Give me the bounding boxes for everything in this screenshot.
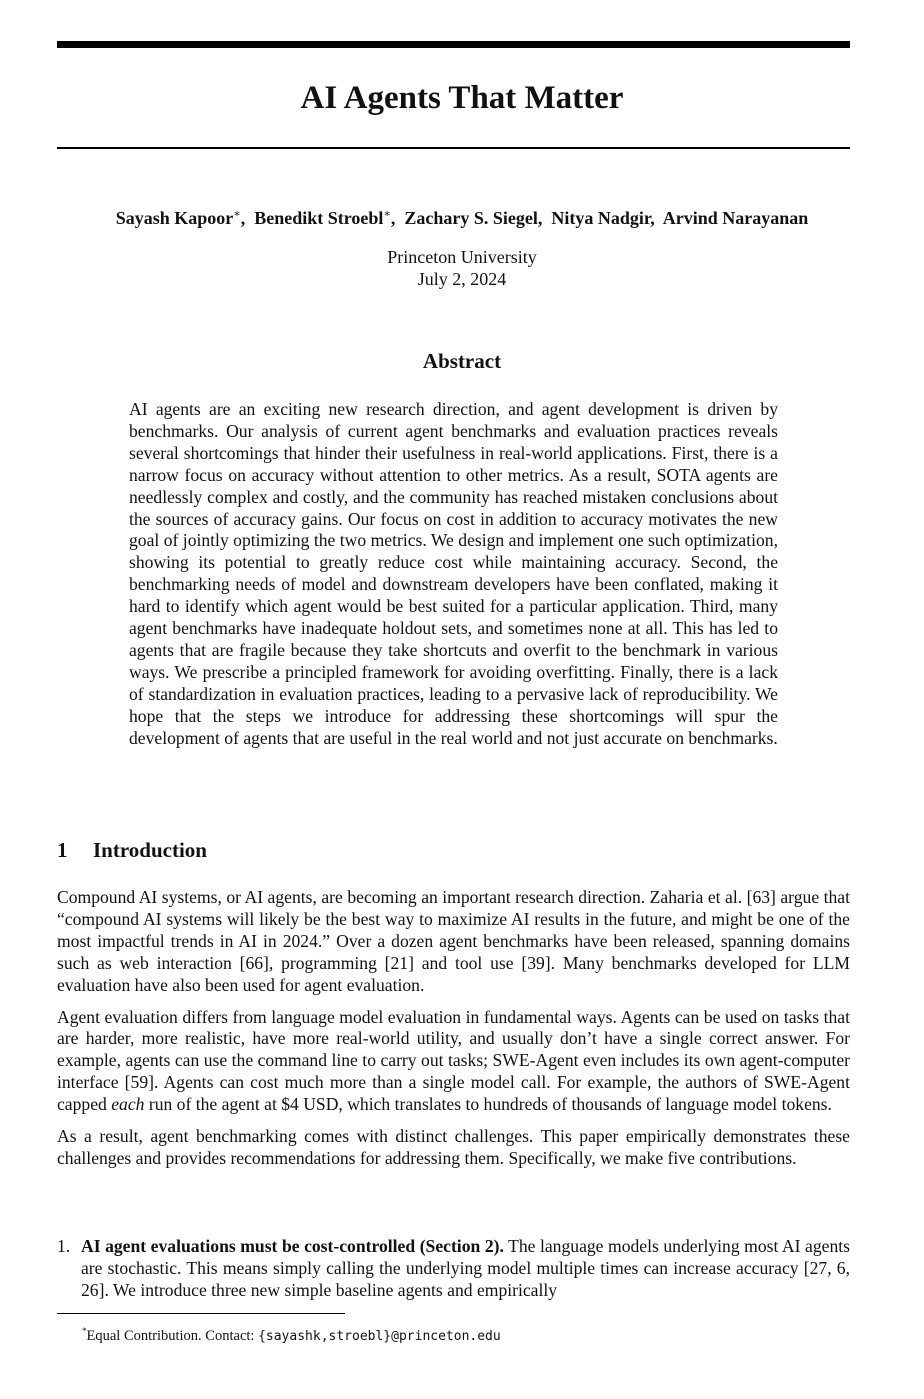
author-mark: ∗: [383, 208, 391, 220]
list-marker: 1.: [57, 1236, 71, 1256]
footnote: [82, 1321, 501, 1347]
list-item-text: The language models underlying most AI agents are stochastic. This means simply calling the underlying model multiple times can increase accuracy [27, 6, 26]. We introduce three new simple baseline agents and empirically: [81, 1236, 850, 1300]
section-title: Introduction: [93, 838, 207, 862]
affiliation-block: [0, 246, 924, 290]
author: Sayash Kapoor: [115, 208, 234, 228]
author: Arvind Narayanan: [662, 208, 809, 228]
list-item-lead: AI agent evaluations must be cost-controlled (Section 2).: [81, 1236, 504, 1256]
intro-paragraph-3: As a result, agent benchmarking comes with distinct challenges. This paper empirically demonstrates these challenges and provides recommendations for addressing them. Specifically, we make five contributions.: [57, 1126, 850, 1168]
intro-paragraph-2: [57, 1007, 850, 1117]
footnote-text: Equal Contribution. Contact:: [86, 1327, 259, 1344]
publication-date: July 2, 2024: [417, 269, 507, 289]
title-bottom-rule: [57, 147, 850, 149]
footnote-rule: [57, 1313, 345, 1314]
author-mark: ∗: [233, 208, 241, 220]
footnote-mark: *: [82, 1326, 87, 1336]
section-number: 1: [57, 838, 68, 862]
emphasis-each: each: [111, 1094, 145, 1115]
intro-paragraph-1: Compound AI systems, or AI agents, are becoming an important research direction. Zaharia et al. [63] argue that “compound AI systems will likely be the best way to maximize AI results in the future, and might be one of the most impactful trends in AI in 2024.” Over a dozen agent benchmarks have been released, spanning domains such as web interaction [66], programming [21] and tool use [39]. Many benchmarks developed for LLM evaluation have also been used for agent evaluation.: [57, 887, 850, 995]
affiliation: Princeton University: [387, 247, 537, 267]
contributions-list: [57, 1236, 850, 1302]
section-heading: [57, 836, 207, 864]
author: Zachary S. Siegel: [404, 208, 538, 228]
contact-email: {sayashk,stroebl}@princeton.edu: [258, 1328, 501, 1344]
paper-title: AI Agents That Matter: [300, 80, 624, 116]
introduction-body: [57, 887, 850, 1180]
author: Benedikt Stroebl: [254, 208, 384, 228]
intro-paragraph-2-text-b: run of the agent at $4 USD, which translates to hundreds of thousands of language model tokens.: [144, 1094, 832, 1115]
list-item: [57, 1236, 850, 1302]
intro-paragraph-2-text-a: Agent evaluation differs from language model evaluation in fundamental ways. Agents can be used on tasks that are harder, more realistic, have more real-world utility, and usually don’t have a single correct answer. For example, agents can use the command line to carry out tasks; SWE-Agent even includes its own agent-computer interface [59]. Agents can cost much more than a single model call. For example, the authors of SWE-Agent capped: [57, 1006, 850, 1115]
abstract-heading: Abstract: [422, 349, 502, 373]
title-top-rule: [57, 41, 850, 48]
abstract-body: AI agents are an exciting new research direction, and agent development is driven by benchmarks. Our analysis of current agent benchmarks and evaluation practices reveals several shortcomings that hinder their usefulness in real-world applications. First, there is a narrow focus on accuracy without attention to other metrics. As a result, SOTA agents are needlessly complex and costly, and the community has reached mistaken conclusions about the sources of accuracy gains. Our focus on cost in addition to accuracy motivates the new goal of jointly optimizing the two metrics. We design and implement one such optimization, showing its potential to greatly reduce cost while maintaining accuracy. Second, the benchmarking needs of model and downstream developers have been conflated, making it hard to identify which agent would be best suited for a particular application. Third, many agent benchmarks have inadequate holdout sets, and sometimes none at all. This has led to agents that are fragile because they take shortcuts and overfit to the benchmark in various ways. We prescribe a principled framework for avoiding overfitting. Finally, there is a lack of standardization in evaluation practices, leading to a pervasive lack of reproducibility. We hope that the steps we introduce for addressing these shortcomings will spur the development of agents that are useful in the real world and not just accurate on benchmarks.: [129, 399, 778, 748]
author: Nitya Nadgir: [551, 208, 651, 228]
author-list: Sayash Kapoor∗, Benedikt Stroebl∗, Zachary S. Siegel, Nitya Nadgir, Arvind Narayanan: [115, 208, 809, 228]
